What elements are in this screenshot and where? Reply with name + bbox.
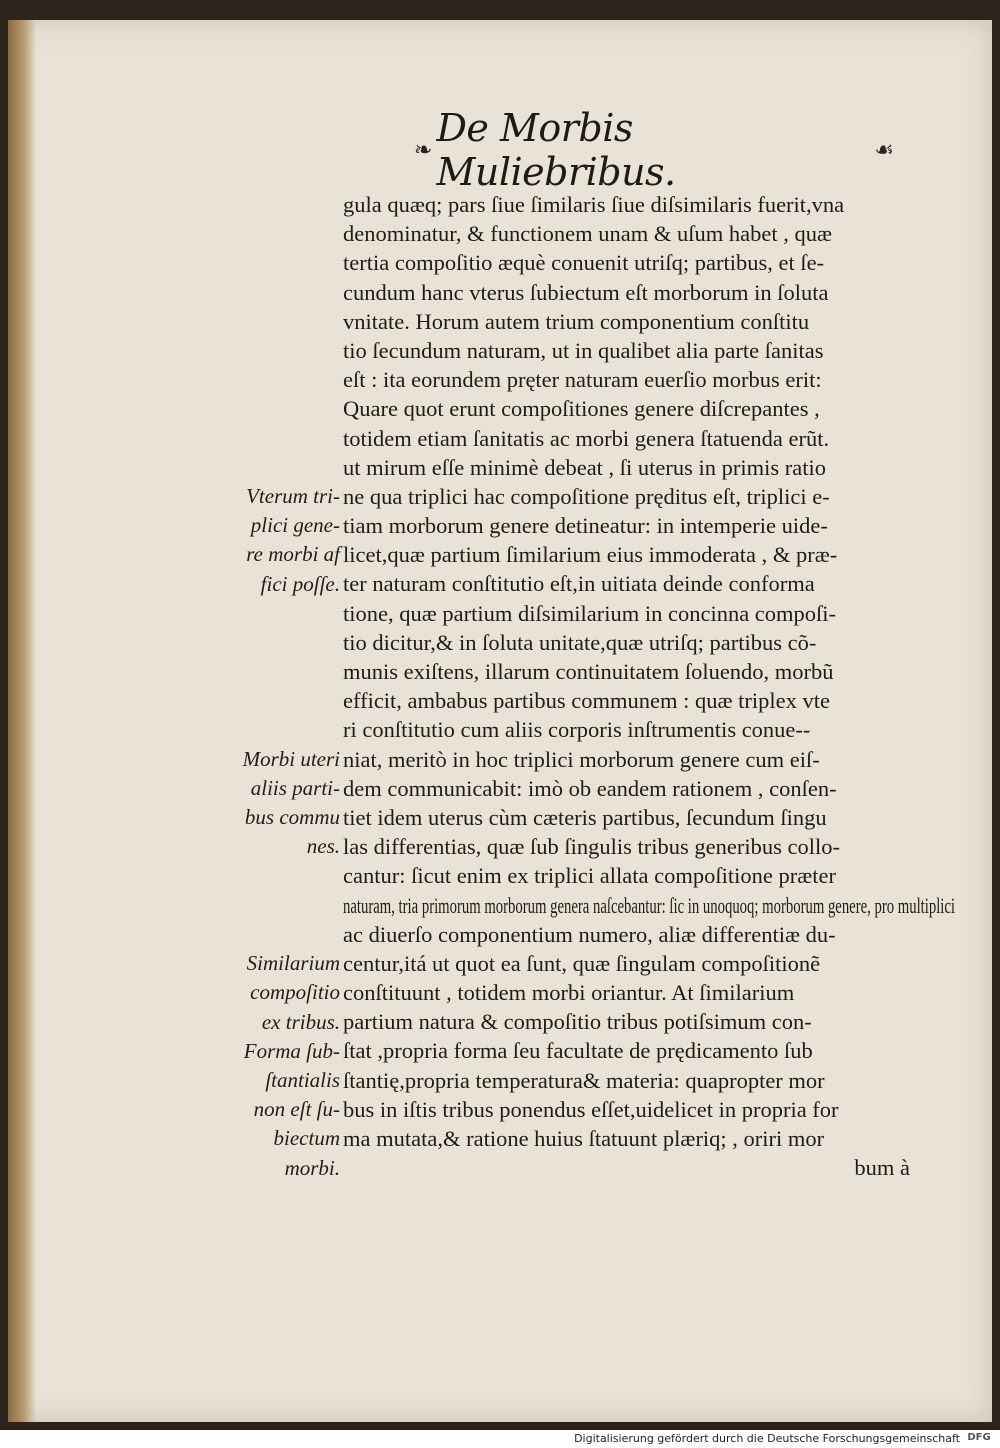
text-line: tertia compoſitio æquè conuenit utriſq; partibus, et ſe-	[343, 250, 825, 276]
text-line: conſtituunt , totidem morbi oriantur. At ſimilarium	[343, 980, 795, 1006]
text-line: munis exiſtens, illarum continuitatem ſoluendo, morbũ	[343, 659, 834, 684]
text-line: ne qua triplici hac compoſitione pręditus eſt, triplici e-	[343, 483, 830, 509]
fleuron-left-icon: ❧	[414, 137, 433, 163]
text-line: vnitate. Horum autem trium componentium conſtitu	[343, 308, 810, 334]
margin-note-line: biectum	[273, 1126, 340, 1151]
margin-note-line: Morbi uteri	[242, 746, 340, 771]
text-line: ma mutata,& ratione huius ſtatuunt plæriq; , oriri mor	[343, 1126, 825, 1151]
margin-note-line: aliis parti-	[250, 775, 340, 800]
margin-note	[200, 482, 340, 599]
catchword: bum à	[854, 1155, 910, 1181]
margin-note-line: compoſitio	[250, 980, 340, 1005]
text-line: ac diuerſo componentium numero, aliæ differentiæ du-	[343, 921, 836, 947]
text-line: denominatur, & functionem unam & uſum habet , quæ	[343, 221, 833, 247]
text-line: centur,itá ut quot ea ſunt, quæ ſingulam compoſitionẽ	[343, 950, 821, 976]
text-line: ter naturam conſtitutio eſt,in uitiata deinde conforma	[343, 571, 815, 597]
text-line: cundum hanc vterus ſubiectum eſt morborum in ſoluta	[343, 279, 829, 305]
funding-notice: Digitalisierung gefördert durch die Deutsche Forschungsgemeinschaft	[574, 1432, 960, 1445]
text-line: tio dicitur,& in ſoluta unitate,quæ utriſq; partibus cõ-	[343, 629, 817, 655]
text-line: ri conſtitutio cum aliis corporis inſtrumentis conue--	[343, 717, 811, 743]
margin-note-line: ex tribus.	[261, 1009, 340, 1034]
margin-note-line: Forma ſub-	[243, 1038, 340, 1063]
margin-note-line: re morbi af	[246, 542, 340, 567]
margin-note	[200, 949, 340, 1037]
text-line: las differentias, quæ ſub ſingulis tribus generibus collo-	[343, 834, 841, 860]
margin-note-line: ſtantialis	[265, 1067, 340, 1092]
text-line: partium natura & compoſitio tribus potiſsimum con-	[343, 1009, 812, 1035]
text-line: tiet idem uterus cùm cæteris partibus, ſecundum ſingu	[343, 804, 827, 830]
text-line: ſtantię,propria temperatura& materia: quapropter mor	[343, 1067, 825, 1093]
margin-note-line: nes.	[306, 834, 340, 859]
margin-note	[200, 1037, 340, 1183]
text-line: ut mirum eſſe minimè debeat , ſi uterus in primis ratio	[343, 454, 827, 480]
text-line: totidem etiam ſanitatis ac morbi genera ſtatuenda erũt.	[343, 425, 830, 451]
margin-note-line: fici poſſe.	[260, 571, 340, 596]
text-line: naturam, tria primorum morborum genera naſcebantur: ſic in unoquoq; morborum genere, pro multiplici	[343, 892, 955, 918]
margin-note-line: Vterum tri-	[246, 484, 340, 508]
text-line: ſtat ,propria forma ſeu facultate de prędicamento ſub	[343, 1038, 813, 1064]
text-line: Quare quot erunt compoſitiones genere diſcrepantes ,	[343, 396, 820, 422]
running-title: De Morbis Muliebribus.	[436, 106, 676, 194]
dfg-logo: DFG	[964, 1431, 994, 1445]
margin-note-line: non eſt ſu-	[253, 1097, 340, 1122]
text-line: bus in iſtis tribus ponendus eſſet,uidelicet in propria for	[343, 1096, 839, 1122]
text-line: eſt : ita eorundem pręter naturam euerſio morbus erit:	[343, 367, 822, 393]
margin-note-line: Similarium	[246, 951, 340, 976]
text-line: dem communicabit: imò ob eandem rationem , conſen-	[343, 775, 837, 801]
fleuron-right-icon: ☙	[874, 137, 894, 163]
text-line: efficit, ambabus partibus communem : quæ triplex vte	[343, 688, 830, 714]
text-line: licet,quæ partium ſimilarium eius immoderata , & præ-	[343, 542, 838, 568]
text-line: cantur: ſicut enim ex triplici allata compoſitione præter	[343, 863, 836, 889]
margin-note-line: morbi.	[284, 1155, 340, 1180]
text-line: tiam morborum genere detineatur: in intemperie uide-	[343, 513, 828, 539]
body-text	[343, 190, 955, 1182]
running-header	[414, 106, 894, 194]
text-line: tio ſecundum naturam, ut in qualibet alia parte ſanitas	[343, 337, 824, 363]
margin-note-line: plici gene-	[250, 513, 340, 538]
margin-note-line: bus commu	[244, 805, 340, 830]
text-line: niat, meritò in hoc triplici morborum genere cum eiſ-	[343, 746, 820, 772]
margin-note	[200, 745, 340, 862]
text-line: tione, quæ partium diſsimilarium in concinna compoſi-	[343, 600, 837, 626]
page-spine-edge	[8, 20, 36, 1422]
text-line: gula quæq; pars ſiue ſimilaris ſiue diſsimilaris fuerit,vna	[343, 192, 845, 217]
